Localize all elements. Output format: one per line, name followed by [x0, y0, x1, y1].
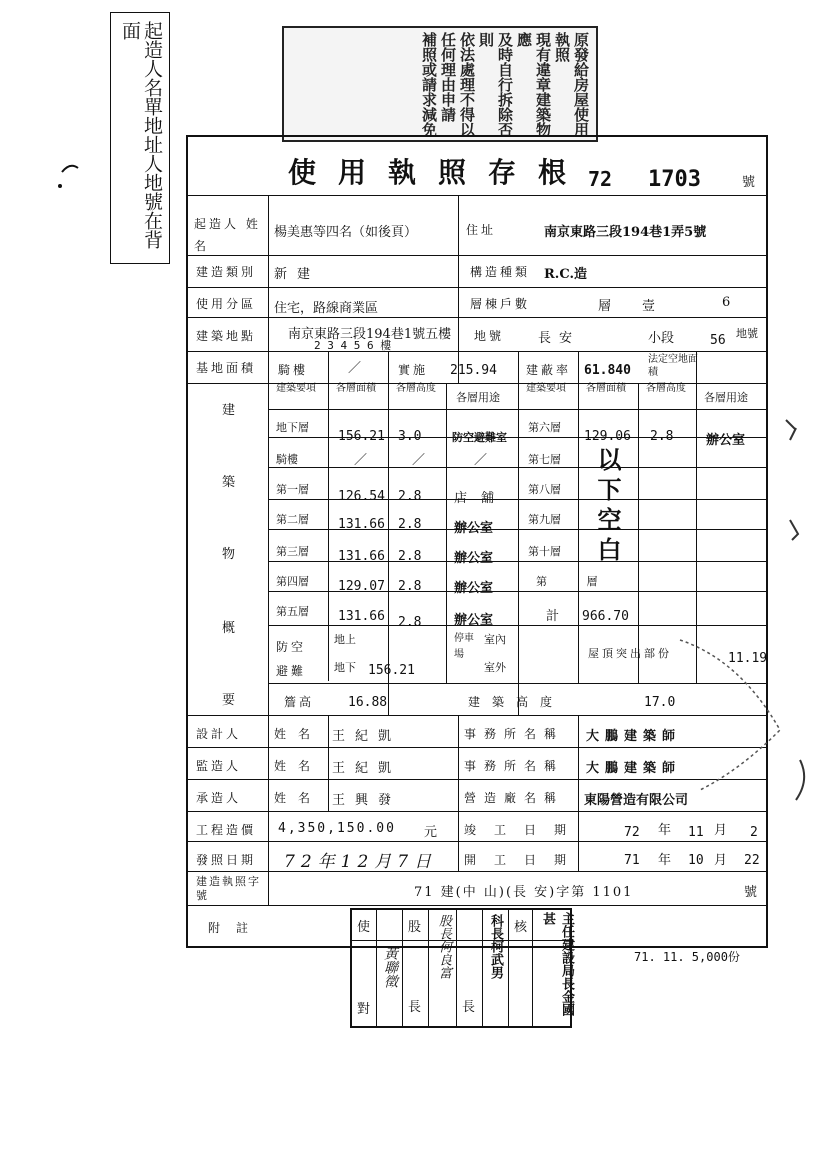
floor-total-label: 計 [546, 609, 560, 624]
floor-height: 2.8 [650, 429, 674, 444]
label-cost: 工程造價 [196, 823, 257, 837]
label-above: 地上 [334, 633, 356, 646]
owner-address: 南京東路三段194巷1弄5號 [544, 225, 707, 240]
complete-month-unit: 月 [714, 823, 728, 838]
owner-note-text: 起造人名單地址人地號在背面 [119, 21, 163, 249]
floor-name: 第 層 [536, 575, 616, 588]
contractor-name: 王興發 [332, 793, 402, 808]
label-building-2: 築 [222, 475, 236, 490]
label-floors-units: 層棟戶數 [470, 297, 531, 311]
label-building-3: 物 [222, 547, 236, 562]
site-address: 南京東路三段194巷1號五樓 [288, 327, 452, 342]
floors-stories: 層 [598, 299, 612, 314]
label-actual: 實施 [398, 363, 429, 377]
floor-use: 防空避難室 [452, 431, 507, 444]
shelter-below: 156.21 [368, 663, 415, 678]
header-floor-use-r: 各層用途 [704, 391, 748, 404]
floor-height: 2.8 [398, 615, 422, 630]
floor-height: 2.8 [398, 517, 422, 532]
blank-note: 以下空白 [593, 447, 622, 567]
label-complete-date: 竣工日期 [464, 823, 585, 837]
supervisor-name: 王紀凱 [332, 761, 402, 776]
owner-note-box [110, 12, 170, 264]
label-permit-no: 建造執照字號 [196, 875, 261, 902]
label-shelter: 防空避難 [276, 640, 307, 678]
floor-height: 2.8 [398, 489, 422, 504]
label-designer: 設計人 [196, 727, 242, 741]
stamp-cell: 使 [357, 920, 371, 935]
notice-stamp-text: 原發給房屋使用執照 現有違章建築物應 及時自行拆除否則 依法處理不得以 任何理由申請 補照或請求減免 [420, 32, 590, 137]
label-building-5: 要 [222, 693, 236, 708]
label-supervisor-name: 姓名 [274, 759, 323, 773]
land-district: 長安 [538, 331, 581, 346]
site-address-floors: 2 3 4 5 6 樓 [314, 339, 392, 352]
serial-suffix: 號 [742, 175, 756, 190]
permit-suffix: 號 [744, 885, 758, 900]
start-year-unit: 年 [658, 853, 672, 868]
floor-name: 第十層 [528, 545, 561, 558]
cost-value: 4,350,150.00 [278, 821, 396, 836]
floor-height: 2.8 [398, 549, 422, 564]
stamp-cell: 長 [462, 1000, 476, 1015]
serial-prefix: 72 [588, 167, 613, 191]
floor-name: 第二層 [276, 513, 309, 526]
stamp-cell: 股 [408, 920, 422, 935]
floor-area: 126.54 [338, 489, 385, 504]
header-floor-area-r: 各層面積 [586, 383, 626, 394]
label-roof: 屋頂突出部份 [588, 647, 672, 660]
complete-year: 72 [624, 825, 640, 840]
floor-total-area: 966.70 [582, 609, 629, 624]
floor-name: 第六層 [528, 421, 561, 434]
label-use-zone: 使用分區 [196, 297, 257, 311]
bldg-height: 17.0 [644, 695, 676, 710]
floor-area: 131.66 [338, 549, 385, 564]
label-parking: 停車場 [454, 633, 474, 660]
floor-use: 店舖 [454, 491, 509, 506]
label-owner-addr: 住址 [466, 223, 497, 237]
floor-area: ／ [354, 453, 368, 468]
floor-use: 辦公室 [454, 581, 494, 596]
floor-area: 129.07 [338, 579, 385, 594]
label-site: 建築地點 [196, 329, 257, 343]
floor-area: 129.06 [584, 429, 631, 444]
stamp-cell: 黃聯徵 [382, 946, 398, 988]
header-floor-item: 建築要項 [276, 383, 316, 394]
header-floor-height-r: 各層高度 [646, 383, 686, 394]
designer-office: 大鵬建築師 [586, 729, 682, 744]
floor-name: 第四層 [276, 575, 309, 588]
complete-day: 2 [750, 825, 758, 840]
label-outdoor: 室外 [484, 661, 506, 674]
label-arcade: 騎樓 [278, 363, 309, 377]
label-contractor-name: 姓名 [274, 791, 323, 805]
footer-code: 71. 11. 5,000份 [634, 950, 740, 964]
floor-name: 第五層 [276, 605, 309, 618]
floors-units: 6 [722, 295, 731, 310]
label-contractor: 承造人 [196, 791, 242, 805]
label-notes: 附註 [208, 921, 265, 935]
label-supervisor-office: 事務所名稱 [464, 759, 565, 773]
stamp-cell: 核 [514, 920, 528, 935]
header-floor-use: 各層用途 [456, 391, 500, 404]
land-suffix: 地號 [736, 327, 758, 340]
floor-use: 辦公室 [454, 551, 494, 566]
floor-use: 辦公室 [454, 521, 494, 536]
serial-number: 1703 [648, 167, 701, 192]
start-year: 71 [624, 853, 640, 868]
building-ratio: 61.840 [584, 363, 631, 378]
roof-value: 11.19 [728, 651, 768, 666]
label-building-4: 概 [222, 621, 236, 636]
cost-unit: 元 [424, 825, 438, 840]
label-building-type: 建造類別 [196, 265, 257, 279]
label-below: 地下 [334, 661, 356, 674]
structure: R.C.造 [544, 267, 587, 282]
issue-date: 72年12月7日 [284, 852, 438, 872]
floor-area: 156.21 [338, 429, 385, 444]
label-owner: 起造人 姓名 [194, 217, 261, 253]
complete-month: 11 [688, 825, 704, 840]
permit-number: 71 建(中 山)(長 安)字第 1101 [414, 885, 634, 900]
header-floor-height: 各層高度 [396, 383, 436, 394]
floor-name: 騎樓 [276, 453, 298, 466]
label-supervisor: 監造人 [196, 759, 242, 773]
actual-area: 215.94 [450, 363, 497, 378]
form-title: 使用執照存根 [288, 156, 589, 189]
land-number: 56 [710, 333, 726, 348]
label-bldg-height: 建築高度 [468, 695, 565, 709]
stamp-cell: 長 [408, 1000, 422, 1015]
header-floor-area: 各層面積 [336, 383, 376, 394]
eave-height: 16.88 [348, 695, 388, 710]
stamp-cell: 科長柯武男 [488, 914, 503, 979]
stamp-cell: 對 [357, 1002, 371, 1017]
land-subsection: 小段 [648, 331, 675, 346]
label-contractor-company: 營造廠名稱 [464, 791, 565, 805]
stamp-cell: 主任建設局長金國甚 [540, 912, 574, 1016]
supervisor-office: 大鵬建築師 [586, 761, 682, 776]
floor-use: ／ [474, 453, 488, 468]
label-start-date: 開工日期 [464, 853, 585, 867]
label-eave: 簷高 [284, 695, 315, 709]
notice-stamp [282, 26, 598, 142]
floor-use: 辦公室 [706, 433, 746, 448]
floor-name: 第八層 [528, 483, 561, 496]
floor-area: 131.66 [338, 609, 385, 624]
floors-buildings: 壹 [642, 299, 656, 314]
label-indoor: 室內 [484, 633, 506, 646]
permit-form [186, 135, 768, 948]
owner-name: 楊美惠等四名（如後頁） [274, 225, 418, 240]
floor-height: 2.8 [398, 579, 422, 594]
floor-height: ／ [412, 453, 426, 468]
label-site-area: 基地面積 [196, 361, 257, 375]
complete-year-unit: 年 [658, 823, 672, 838]
floor-height: 3.0 [398, 429, 422, 444]
label-designer-office: 事務所名稱 [464, 727, 565, 741]
label-structure: 構造種類 [470, 265, 531, 279]
label-issue-date: 發照日期 [196, 853, 257, 867]
start-day: 22 [744, 853, 760, 868]
floor-name: 第七層 [528, 453, 561, 466]
label-building-1: 建 [222, 403, 236, 418]
floor-area: 131.66 [338, 517, 385, 532]
stamp-cell: 股長何良富 [436, 914, 451, 979]
label-designer-name: 姓名 [274, 727, 323, 741]
approval-stamps [350, 908, 572, 1028]
arcade-value: ／ [348, 361, 362, 376]
contractor-company: 東陽營造有限公司 [584, 793, 689, 808]
floor-name: 第一層 [276, 483, 309, 496]
floor-name: 第九層 [528, 513, 561, 526]
floor-name: 第三層 [276, 545, 309, 558]
floor-use: 辦公室 [454, 613, 494, 628]
label-land-no: 地號 [474, 329, 505, 343]
building-type: 新建 [274, 267, 321, 282]
floor-name: 地下層 [276, 421, 309, 434]
start-month: 10 [688, 853, 704, 868]
designer-name: 王紀凱 [332, 729, 402, 744]
label-legal-open: 法定空地面積 [648, 354, 698, 378]
header-floor-item-r: 建築要項 [526, 383, 566, 394]
use-zone: 住宅，路線商業區 [274, 301, 379, 316]
label-building-ratio: 建蔽率 [526, 363, 572, 377]
start-month-unit: 月 [714, 853, 728, 868]
